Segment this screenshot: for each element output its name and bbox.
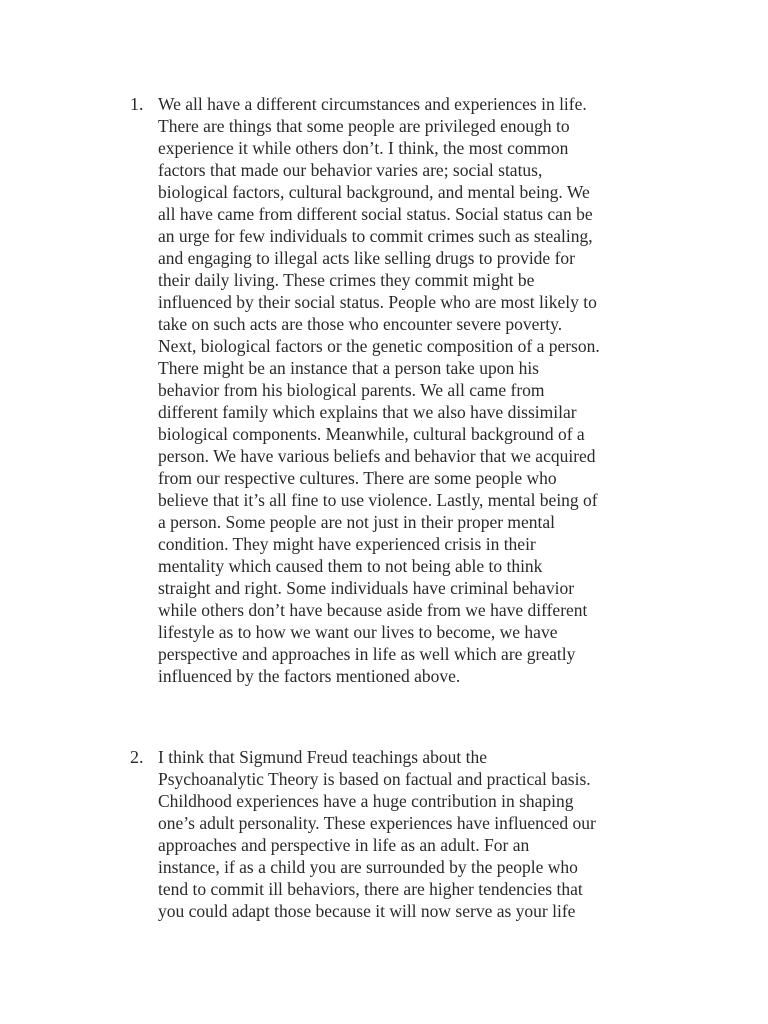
- paragraph-line: while others don’t have because aside from we have different: [158, 600, 588, 620]
- paragraph-line: biological factors, cultural background, and mental being. We: [158, 182, 590, 202]
- paragraph-line: behavior from his biological parents. We all came from: [158, 380, 545, 400]
- paragraph-line: perspective and approaches in life as well which are greatly: [158, 644, 576, 664]
- paragraph-line: Psychoanalytic Theory is based on factual and practical basis.: [158, 769, 591, 789]
- paragraph-line: Childhood experiences have a huge contribution in shaping: [158, 791, 574, 811]
- paragraph-line: one’s adult personality. These experiences have influenced our: [158, 813, 596, 833]
- paragraph-line: from our respective cultures. There are some people who: [158, 468, 557, 488]
- paragraph-line: straight and right. Some individuals have criminal behavior: [158, 578, 575, 598]
- paragraph-line: approaches and perspective in life as an adult. For an: [158, 835, 530, 855]
- paragraph-line: There might be an instance that a person take upon his: [158, 358, 539, 378]
- paragraph-line: lifestyle as to how we want our lives to become, we have: [158, 622, 558, 642]
- paragraph-line: I think that Sigmund Freud teachings about the: [158, 747, 488, 767]
- paragraph-line: condition. They might have experienced crisis in their: [158, 534, 536, 554]
- paragraph-line: all have came from different social status. Social status can be: [158, 204, 593, 224]
- paragraph-line: Next, biological factors or the genetic composition of a person.: [158, 336, 600, 356]
- paragraph-line: a person. Some people are not just in their proper mental: [158, 512, 556, 532]
- item-number: 1.: [130, 94, 144, 114]
- paragraph-line: and engaging to illegal acts like selling drugs to provide for: [158, 248, 575, 268]
- paragraph-line: influenced by their social status. People who are most likely to: [158, 292, 597, 312]
- item-paragraph: [158, 93, 600, 687]
- paragraph-line: you could adapt those because it will now serve as your life: [158, 901, 576, 921]
- item-number: 2.: [130, 747, 144, 767]
- paragraph-line: different family which explains that we also have dissimilar: [158, 402, 577, 422]
- item-paragraph: [158, 746, 596, 922]
- paragraph-line: take on such acts are those who encounter severe poverty.: [158, 314, 563, 334]
- paragraph-line: their daily living. These crimes they commit might be: [158, 270, 535, 290]
- paragraph-line: biological components. Meanwhile, cultural background of a: [158, 424, 585, 444]
- paragraph-line: experience it while others don’t. I think, the most common: [158, 138, 569, 158]
- paragraph-line: instance, if as a child you are surrounded by the people who: [158, 857, 578, 877]
- paragraph-line: influenced by the factors mentioned above.: [158, 666, 461, 686]
- paragraph-line: We all have a different circumstances and experiences in life.: [158, 94, 587, 114]
- paragraph-line: believe that it’s all fine to use violence. Lastly, mental being of: [158, 490, 598, 510]
- paragraph-line: mentality which caused them to not being able to think: [158, 556, 543, 576]
- paragraph-line: factors that made our behavior varies are; social status,: [158, 160, 543, 180]
- numbered-item-2: [130, 746, 690, 922]
- paragraph-line: tend to commit ill behaviors, there are higher tendencies that: [158, 879, 583, 899]
- paragraph-line: person. We have various beliefs and behavior that we acquired: [158, 446, 596, 466]
- paragraph-line: There are things that some people are privileged enough to: [158, 116, 570, 136]
- paragraph-line: an urge for few individuals to commit crimes such as stealing,: [158, 226, 593, 246]
- numbered-item-1: [130, 93, 690, 687]
